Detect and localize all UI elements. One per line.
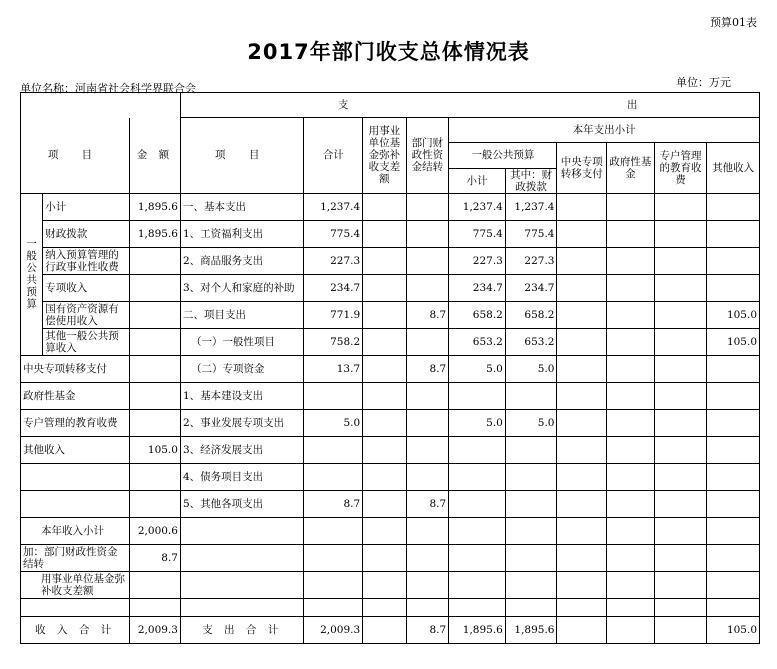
value-cell-oth	[707, 517, 760, 544]
header-total: 合计	[304, 118, 363, 194]
value-cell-oth	[707, 220, 760, 247]
value-cell-gov	[607, 301, 655, 328]
income-amount-cell: 1,895.6	[130, 193, 181, 220]
value-cell-edu	[654, 328, 707, 355]
value-cell-edu	[654, 436, 707, 463]
value-cell-cen	[557, 220, 607, 247]
header-year-subtotal: 本年支出小计	[449, 118, 760, 143]
income-item-cell: 收 入 合 计	[21, 616, 130, 643]
value-cell-edu	[654, 463, 707, 490]
table-row	[21, 463, 760, 490]
header-exp-item: 项 目	[180, 118, 303, 194]
header-fin-carry: 部门财政性资金结转	[406, 118, 449, 194]
income-amount-cell	[130, 571, 181, 598]
value-cell-carry	[406, 328, 449, 355]
header-central-transfer: 中央专项转移支付	[557, 143, 607, 194]
value-cell-gfin: 658.2	[505, 301, 557, 328]
value-cell-gfin	[505, 544, 557, 571]
table-row	[21, 490, 760, 517]
expense-item-cell: 5、其他各项支出	[180, 490, 303, 517]
value-cell-gsub: 775.4	[449, 220, 506, 247]
value-cell-inst	[363, 409, 407, 436]
value-cell-gfin: 653.2	[505, 328, 557, 355]
income-amount-cell: 1,895.6	[130, 220, 181, 247]
income-amount-cell: 105.0	[130, 436, 181, 463]
value-cell-gfin	[505, 517, 557, 544]
income-item-cell: 本年收入小计	[21, 517, 130, 544]
value-cell-total: 5.0	[304, 409, 363, 436]
value-cell-total: 2,009.3	[304, 616, 363, 643]
value-cell-inst	[363, 598, 407, 616]
value-cell-total: 8.7	[304, 490, 363, 517]
income-item-cell	[21, 490, 130, 517]
value-cell-inst	[363, 571, 407, 598]
value-cell-edu	[654, 220, 707, 247]
value-cell-inst	[363, 274, 407, 301]
header-row-1	[21, 93, 760, 118]
value-cell-inst	[363, 544, 407, 571]
income-amount-cell: 2,000.6	[130, 517, 181, 544]
value-cell-gov	[607, 409, 655, 436]
header-zhi: 支	[180, 93, 505, 118]
value-cell-total: 234.7	[304, 274, 363, 301]
value-cell-cen	[557, 355, 607, 382]
income-item-cell: 中央专项转移支付	[21, 355, 130, 382]
table-row	[21, 409, 760, 436]
value-cell-gfin: 1,237.4	[505, 193, 557, 220]
value-cell-edu	[654, 490, 707, 517]
value-cell-cen	[557, 544, 607, 571]
header-gb-fin-alloc: 其中：财政拨款	[505, 168, 557, 193]
income-amount-cell	[130, 598, 181, 616]
income-item-cell: 加：部门财政性资金结转	[21, 544, 130, 571]
header-gov-fund: 政府性基金	[607, 143, 655, 194]
value-cell-oth	[707, 355, 760, 382]
value-cell-gfin: 5.0	[505, 355, 557, 382]
value-cell-inst	[363, 355, 407, 382]
value-cell-edu	[654, 517, 707, 544]
header-general-budget: 一般公共预算	[449, 143, 557, 169]
header-income-item: 项 目	[21, 118, 130, 193]
value-cell-carry	[406, 463, 449, 490]
value-cell-inst	[363, 436, 407, 463]
header-other-income: 其他收入	[707, 143, 760, 194]
value-cell-inst	[363, 301, 407, 328]
value-cell-inst	[363, 382, 407, 409]
value-cell-cen	[557, 409, 607, 436]
value-cell-carry	[406, 544, 449, 571]
expense-item-cell	[180, 544, 303, 571]
expense-item-cell	[180, 598, 303, 616]
value-cell-inst	[363, 616, 407, 643]
value-cell-cen	[557, 517, 607, 544]
income-item-cell: 政府性基金	[21, 382, 130, 409]
income-item-cell: 用事业单位基金弥补收支差额	[21, 571, 130, 598]
income-amount-cell: 8.7	[130, 544, 181, 571]
expense-item-cell: 4、债务项目支出	[180, 463, 303, 490]
expense-item-cell: 2、事业发展专项支出	[180, 409, 303, 436]
value-cell-gsub: 5.0	[449, 355, 506, 382]
value-cell-gfin	[505, 571, 557, 598]
table-row	[21, 193, 760, 220]
value-cell-gsub	[449, 571, 506, 598]
value-cell-carry: 8.7	[406, 355, 449, 382]
value-cell-oth	[707, 409, 760, 436]
value-cell-gsub	[449, 544, 506, 571]
table-row	[21, 436, 760, 463]
income-item-cell: 财政拨款	[43, 220, 130, 247]
value-cell-oth	[707, 382, 760, 409]
value-cell-inst	[363, 490, 407, 517]
income-amount-cell	[130, 247, 181, 274]
value-cell-gsub: 653.2	[449, 328, 506, 355]
value-cell-carry	[406, 382, 449, 409]
value-cell-gfin: 227.3	[505, 247, 557, 274]
expense-item-cell: 支 出 合 计	[180, 616, 303, 643]
expense-item-cell: 二、项目支出	[180, 301, 303, 328]
value-cell-total: 758.2	[304, 328, 363, 355]
value-cell-oth: 105.0	[707, 328, 760, 355]
value-cell-gfin: 234.7	[505, 274, 557, 301]
table-row	[21, 616, 760, 643]
table-row	[21, 382, 760, 409]
income-amount-cell	[130, 274, 181, 301]
income-item-cell: 专户管理的教育收费	[21, 409, 130, 436]
value-cell-total	[304, 571, 363, 598]
header-row-2	[21, 118, 760, 143]
value-cell-cen	[557, 193, 607, 220]
unit-name: 单位名称：河南省社会科学界联合会	[20, 82, 196, 95]
value-cell-cen	[557, 463, 607, 490]
value-cell-edu	[654, 193, 707, 220]
value-cell-gfin	[505, 598, 557, 616]
expense-item-cell: （二）专项资金	[180, 355, 303, 382]
income-item-cell	[21, 598, 130, 616]
value-cell-carry	[406, 598, 449, 616]
value-cell-edu	[654, 247, 707, 274]
value-cell-gov	[607, 490, 655, 517]
value-cell-gsub: 5.0	[449, 409, 506, 436]
value-cell-total	[304, 436, 363, 463]
table-row	[21, 328, 760, 355]
table-row	[21, 544, 760, 571]
income-item-cell: 其他一般公共预算收入	[43, 328, 130, 355]
value-cell-carry	[406, 274, 449, 301]
value-cell-edu	[654, 382, 707, 409]
value-cell-oth	[707, 436, 760, 463]
value-cell-oth	[707, 463, 760, 490]
value-cell-gsub	[449, 463, 506, 490]
expense-item-cell: 2、商品服务支出	[180, 247, 303, 274]
value-cell-edu	[654, 274, 707, 301]
value-cell-cen	[557, 274, 607, 301]
income-item-cell: 专项收入	[43, 274, 130, 301]
value-cell-edu	[654, 598, 707, 616]
value-cell-cen	[557, 490, 607, 517]
value-cell-edu	[654, 544, 707, 571]
value-cell-gsub	[449, 436, 506, 463]
value-cell-carry: 8.7	[406, 616, 449, 643]
income-item-cell: 其他收入	[21, 436, 130, 463]
value-cell-gfin	[505, 463, 557, 490]
value-cell-total	[304, 517, 363, 544]
value-cell-total: 1,237.4	[304, 193, 363, 220]
value-cell-gov	[607, 544, 655, 571]
value-cell-inst	[363, 463, 407, 490]
value-cell-gfin	[505, 436, 557, 463]
value-cell-carry: 8.7	[406, 301, 449, 328]
value-cell-oth	[707, 544, 760, 571]
income-item-cell	[21, 463, 130, 490]
income-amount-cell	[130, 463, 181, 490]
value-cell-inst	[363, 517, 407, 544]
value-cell-edu	[654, 616, 707, 643]
value-cell-gsub: 234.7	[449, 274, 506, 301]
income-amount-cell	[130, 355, 181, 382]
income-item-cell: 国有资产资源有偿使用收入	[43, 301, 130, 328]
value-cell-gov	[607, 193, 655, 220]
value-cell-carry	[406, 517, 449, 544]
value-cell-gfin: 5.0	[505, 409, 557, 436]
value-cell-total	[304, 598, 363, 616]
value-cell-gsub	[449, 490, 506, 517]
value-cell-gov	[607, 328, 655, 355]
value-cell-carry	[406, 571, 449, 598]
value-cell-edu	[654, 409, 707, 436]
value-cell-oth	[707, 490, 760, 517]
income-item-cell: 纳入预算管理的行政事业性收费	[43, 247, 130, 274]
expense-item-cell: 3、经济发展支出	[180, 436, 303, 463]
value-cell-gsub	[449, 598, 506, 616]
value-cell-inst	[363, 328, 407, 355]
value-cell-total: 775.4	[304, 220, 363, 247]
value-cell-total	[304, 382, 363, 409]
value-cell-cen	[557, 247, 607, 274]
value-cell-cen	[557, 436, 607, 463]
budget-table	[20, 92, 760, 644]
value-cell-cen	[557, 598, 607, 616]
value-cell-gsub: 658.2	[449, 301, 506, 328]
page-title: 2017年部门收支总体情况表	[247, 40, 530, 64]
value-cell-cen	[557, 301, 607, 328]
income-item-cell: 小计	[43, 193, 130, 220]
value-cell-oth	[707, 571, 760, 598]
value-cell-total	[304, 544, 363, 571]
expense-item-cell: （一）一般性项目	[180, 328, 303, 355]
value-cell-oth	[707, 193, 760, 220]
expense-item-cell: 1、基本建设支出	[180, 382, 303, 409]
expense-item-cell: 一、基本支出	[180, 193, 303, 220]
value-cell-gov	[607, 220, 655, 247]
value-cell-total	[304, 463, 363, 490]
income-amount-cell	[130, 490, 181, 517]
value-cell-carry	[406, 409, 449, 436]
form-code: 预算01表	[710, 16, 757, 29]
income-amount-cell: 2,009.3	[130, 616, 181, 643]
value-cell-gov	[607, 463, 655, 490]
value-cell-carry	[406, 220, 449, 247]
table-row	[21, 247, 760, 274]
value-cell-gfin	[505, 382, 557, 409]
value-cell-oth	[707, 598, 760, 616]
value-cell-gfin: 775.4	[505, 220, 557, 247]
value-cell-gov	[607, 436, 655, 463]
value-cell-gfin: 1,895.6	[505, 616, 557, 643]
income-amount-cell	[130, 382, 181, 409]
value-cell-total: 13.7	[304, 355, 363, 382]
value-cell-edu	[654, 571, 707, 598]
value-cell-gsub	[449, 382, 506, 409]
income-amount-cell	[130, 328, 181, 355]
value-cell-gfin	[505, 490, 557, 517]
value-cell-inst	[363, 193, 407, 220]
expense-item-cell: 3、对个人和家庭的补助	[180, 274, 303, 301]
value-cell-oth: 105.0	[707, 616, 760, 643]
value-cell-gov	[607, 598, 655, 616]
header-inst-fund: 用事业单位基金弥补收支差额	[363, 118, 407, 194]
table-row	[21, 517, 760, 544]
value-cell-gov	[607, 571, 655, 598]
value-cell-cen	[557, 616, 607, 643]
table-row	[21, 571, 760, 598]
table-row	[21, 355, 760, 382]
value-cell-edu	[654, 301, 707, 328]
value-cell-gov	[607, 274, 655, 301]
value-cell-gsub: 1,895.6	[449, 616, 506, 643]
value-cell-carry	[406, 193, 449, 220]
value-cell-edu	[654, 355, 707, 382]
value-cell-oth	[707, 247, 760, 274]
value-cell-carry: 8.7	[406, 490, 449, 517]
header-gb-subtotal: 小计	[449, 168, 506, 193]
header-blank-left	[21, 93, 181, 118]
header-income-amount: 金 额	[136, 149, 174, 161]
value-cell-gsub: 1,237.4	[449, 193, 506, 220]
currency-unit: 单位：万元	[676, 76, 731, 89]
expense-item-cell: 1、工资福利支出	[180, 220, 303, 247]
table-row	[21, 301, 760, 328]
value-cell-gsub	[449, 517, 506, 544]
value-cell-gov	[607, 247, 655, 274]
table-row	[21, 220, 760, 247]
header-income-block	[21, 118, 181, 194]
value-cell-inst	[363, 247, 407, 274]
value-cell-oth: 105.0	[707, 301, 760, 328]
value-cell-carry	[406, 436, 449, 463]
value-cell-gsub: 227.3	[449, 247, 506, 274]
value-cell-inst	[363, 220, 407, 247]
side-label-general-budget: 一 般 公 共 预 算	[21, 193, 43, 355]
header-chu: 出	[505, 93, 759, 118]
value-cell-gov	[607, 517, 655, 544]
value-cell-carry	[406, 247, 449, 274]
expense-item-cell	[180, 517, 303, 544]
value-cell-gov	[607, 382, 655, 409]
value-cell-total: 227.3	[304, 247, 363, 274]
income-amount-cell	[130, 409, 181, 436]
header-edu-fee: 专户管理的教育收费	[654, 143, 707, 194]
value-cell-cen	[557, 382, 607, 409]
expense-item-cell	[180, 571, 303, 598]
table-row	[21, 598, 760, 616]
income-amount-cell	[130, 301, 181, 328]
value-cell-cen	[557, 571, 607, 598]
value-cell-oth	[707, 274, 760, 301]
value-cell-gov	[607, 355, 655, 382]
value-cell-gov	[607, 616, 655, 643]
value-cell-cen	[557, 328, 607, 355]
value-cell-total: 771.9	[304, 301, 363, 328]
table-row	[21, 274, 760, 301]
